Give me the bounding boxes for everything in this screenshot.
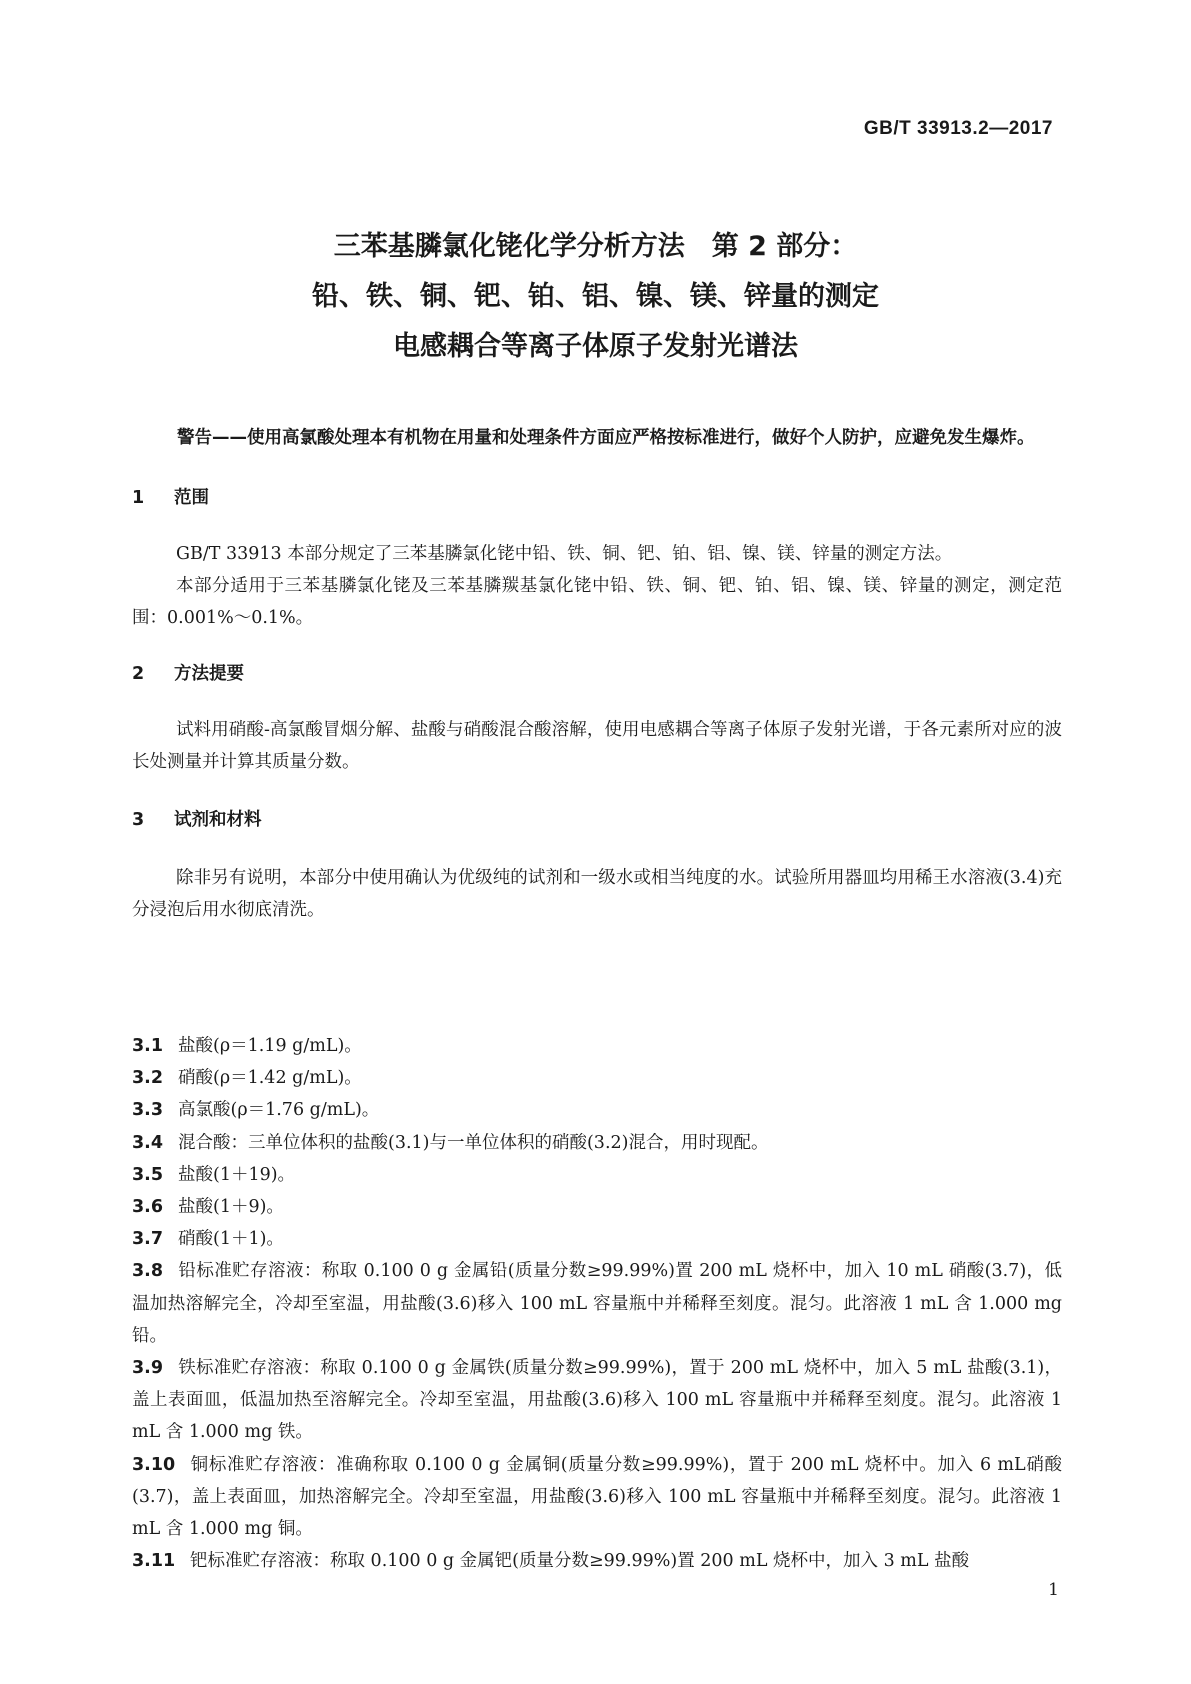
item-text: 钯标准贮存溶液：称取 0.100 0 g 金属钯(质量分数≥99.99%)置 200 mL 烧杯中，加入 3 mL 盐酸 — [190, 1551, 970, 1572]
item-text: 高氯酸(ρ＝1.76 g/mL)。 — [178, 1100, 380, 1121]
title-line-2: 铅、铁、铜、钯、铂、铝、镍、镁、锌量的测定 — [312, 281, 879, 312]
list-item — [132, 1094, 1062, 1126]
section-heading-scope — [132, 484, 209, 509]
section-body-scope — [132, 538, 1062, 634]
paragraph: 试料用硝酸-高氯酸冒烟分解、盐酸与硝酸混合酸溶解，使用电感耦合等离子体原子发射光谱，于各元素所对应的波长处测量并计算其质量分数。 — [132, 720, 1062, 772]
item-text: 盐酸(1＋19)。 — [178, 1164, 296, 1185]
section-heading-reagents — [132, 806, 262, 831]
section-body-method-summary — [132, 714, 1062, 778]
list-item — [132, 1127, 1062, 1159]
item-number: 3.9 — [132, 1358, 164, 1379]
section-number: 1 — [132, 488, 145, 508]
paragraph: 本部分适用于三苯基膦氯化铑及三苯基膦羰基氯化铑中铅、铁、铜、钯、铂、铝、镍、镁、锌量的测定，测定范围：0.001%～0.1%。 — [132, 576, 1062, 628]
title-line-1: 三苯基膦氯化铑化学分析方法 第 2 部分： — [333, 231, 858, 262]
section-body-reagents — [132, 862, 1062, 926]
item-number: 3.3 — [132, 1100, 164, 1121]
list-item — [132, 1352, 1062, 1449]
item-text: 盐酸(1＋9)。 — [178, 1197, 284, 1218]
item-text: 铜标准贮存溶液：准确称取 0.100 0 g 金属铜(质量分数≥99.99%)，置于 200 mL 烧杯中。加入 6 mL硝酸(3.7)，盖上表面皿，加热溶解完全。冷却至室温，用盐酸(3.6)移入 100 mL 容量瓶中并稀释至刻度。混匀。此溶液 1 mL 含 1.000 mg 铜。 — [132, 1454, 1062, 1540]
list-item — [132, 1191, 1062, 1223]
page-number: 1 — [1048, 1580, 1059, 1600]
list-item — [132, 1449, 1062, 1546]
item-number: 3.11 — [132, 1551, 176, 1572]
paragraph: GB/T 33913 本部分规定了三苯基膦氯化铑中铅、铁、铜、钯、铂、铝、镍、镁、锌量的测定方法。 — [176, 544, 953, 564]
item-number: 3.2 — [132, 1068, 164, 1089]
item-number: 3.8 — [132, 1261, 164, 1282]
item-number: 3.7 — [132, 1229, 164, 1250]
list-item — [132, 1062, 1062, 1094]
list-item — [132, 1159, 1062, 1191]
warning-paragraph: 警告——使用高氯酸处理本有机物在用量和处理条件方面应严格按标准进行，做好个人防护，应避免发生爆炸。 — [177, 428, 1035, 448]
item-text: 铅标准贮存溶液：称取 0.100 0 g 金属铅(质量分数≥99.99%)置 200 mL 烧杯中，加入 10 mL 硝酸(3.7)，低温加热溶解完全，冷却至室温，用盐酸(3.6)移入 100 mL 容量瓶中并稀释至刻度。混匀。此溶液 1 mL 含 1.000 mg 铅。 — [132, 1261, 1062, 1346]
item-text: 硝酸(1＋1)。 — [178, 1229, 284, 1250]
document-title — [0, 222, 1191, 372]
item-text: 盐酸(ρ＝1.19 g/mL)。 — [178, 1036, 362, 1056]
item-number: 3.10 — [132, 1454, 176, 1475]
item-text: 铁标准贮存溶液：称取 0.100 0 g 金属铁(质量分数≥99.99%)，置于 200 mL 烧杯中，加入 5 mL 盐酸(3.1)，盖上表面皿，低温加热至溶解完全。冷却至室温，用盐酸(3.6)移入 100 mL 容量瓶中并稀释至刻度。混匀。此溶液 1 mL 含 1.000 mg 铁。 — [132, 1358, 1062, 1443]
section-number: 3 — [132, 810, 145, 830]
standard-code: GB/T 33913.2—2017 — [863, 118, 1053, 139]
section-title: 范围 — [174, 488, 209, 508]
item-number: 3.6 — [132, 1197, 164, 1218]
reagent-list — [132, 1030, 1062, 1577]
section-number: 2 — [132, 664, 145, 684]
item-number: 3.4 — [132, 1132, 164, 1153]
item-text: 混合酸：三单位体积的盐酸(3.1)与一单位体积的硝酸(3.2)混合，用时现配。 — [178, 1132, 769, 1153]
item-number: 3.5 — [132, 1164, 164, 1185]
section-heading-method-summary — [132, 660, 244, 685]
list-item — [132, 1030, 1062, 1062]
section-title: 试剂和材料 — [174, 810, 262, 830]
title-line-3: 电感耦合等离子体原子发射光谱法 — [393, 331, 798, 362]
section-title: 方法提要 — [174, 664, 244, 684]
item-number: 3.1 — [132, 1036, 164, 1056]
paragraph: 除非另有说明，本部分中使用确认为优级纯的试剂和一级水或相当纯度的水。试验所用器皿均用稀王水溶液(3.4)充分浸泡后用水彻底清洗。 — [132, 868, 1062, 920]
item-text: 硝酸(ρ＝1.42 g/mL)。 — [178, 1068, 362, 1089]
list-item — [132, 1545, 1062, 1577]
list-item — [132, 1223, 1062, 1255]
list-item — [132, 1255, 1062, 1352]
